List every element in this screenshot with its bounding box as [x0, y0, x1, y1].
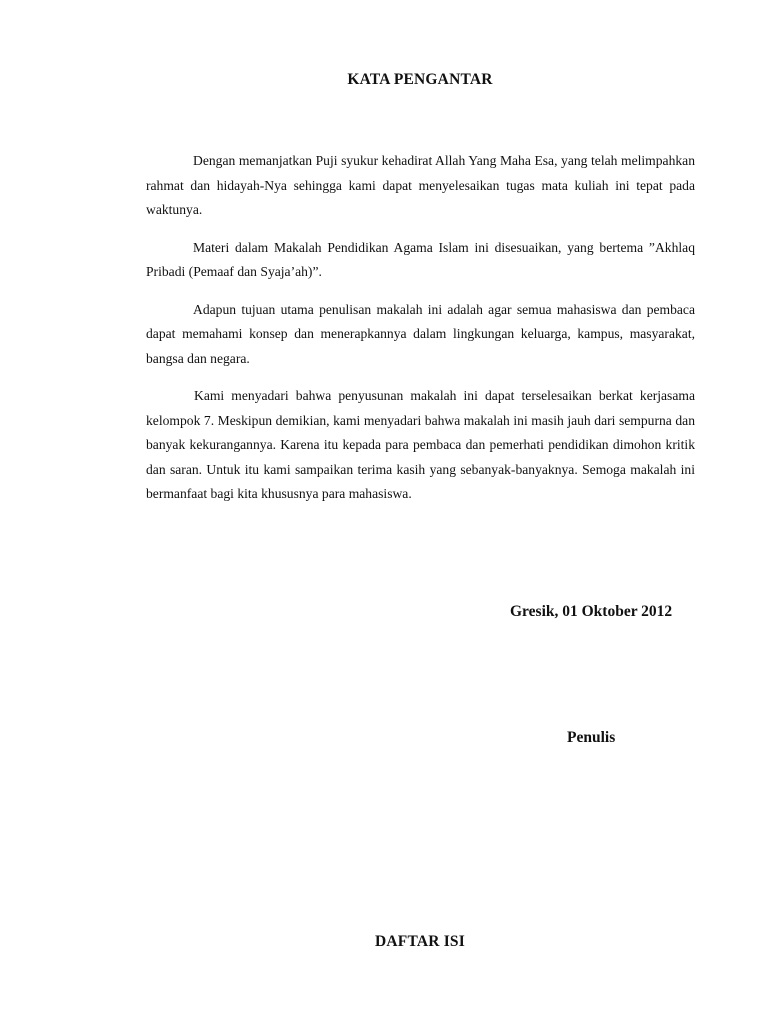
paragraph-1: Dengan memanjatkan Puji syukur kehadirat Allah Yang Maha Esa, yang telah melimpahkan rahmat dan hidayah-Nya sehingga kami dapat menyelesaikan tugas mata kuliah ini tepat pada waktunya. — [146, 153, 695, 217]
paragraph-2: Materi dalam Makalah Pendidikan Agama Islam ini disesuaikan, yang bertema ”Akhlaq Pribadi (Pemaaf dan Syaja’ah)”. — [146, 239, 695, 279]
paragraph-4: Kami menyadari bahwa penyusunan makalah ini dapat terselesaikan berkat kerjasama kelompok 7. Meskipun demikian, kami menyadari bahwa makalah ini masih jauh dari sempurna dan banyak kekurangannya. Karena itu kepada para pembaca dan pemerhati pendidikan dimohon kritik dan saran. Untuk itu kami sampaikan terima kasih yang sebanyak-banyaknya. Semoga makalah ini bermanfaat bagi kita khususnya para mahasiswa. — [146, 388, 695, 501]
body-text — [146, 149, 695, 520]
next-section-title: DAFTAR ISI — [375, 933, 465, 950]
page-title: KATA PENGANTAR — [347, 71, 493, 88]
author-label: Penulis — [567, 729, 616, 746]
place-date: Gresik, 01 Oktober 2012 — [510, 603, 673, 620]
paragraph-3: Adapun tujuan utama penulisan makalah ini adalah agar semua mahasiswa dan pembaca dapat memahami konsep dan menerapkannya dalam lingkungan keluarga, kampus, masyarakat, bangsa dan negara. — [146, 301, 695, 366]
